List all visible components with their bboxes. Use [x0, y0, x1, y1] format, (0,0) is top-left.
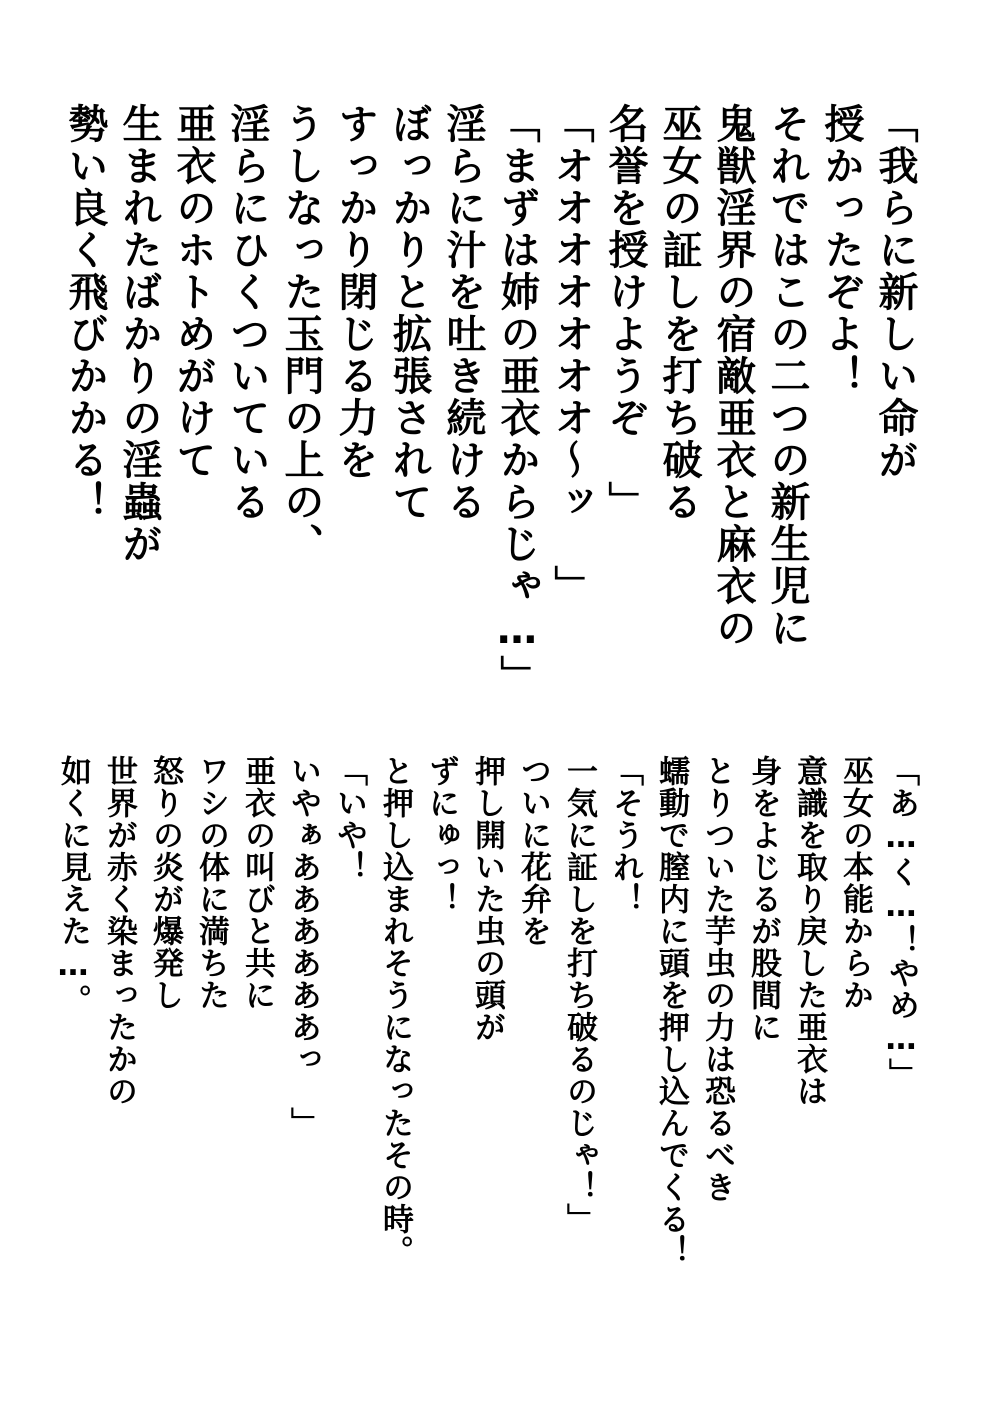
text-line: 生まれたばかりの淫蟲が [116, 103, 162, 565]
text-line: 淫らにひくついている [224, 103, 270, 523]
text-line: 巫女の証しを打ち破る [656, 103, 702, 523]
text-line: 「いや！ [331, 755, 367, 883]
text-line: 一気に証しを打ち破るのじゃ！」 [561, 755, 597, 1235]
text-line: ずにゅっ！ [423, 755, 459, 915]
text-line: 授かったぞよ！ [818, 103, 864, 397]
text-line: ぼっかりと拡張されて [386, 103, 432, 523]
text-line: 意識を取り戻した亜衣は [791, 755, 827, 1107]
lower-text-block [55, 755, 924, 1275]
text-line: 亜衣の叫びと共に [239, 755, 275, 1011]
text-line: 「我らに新しい命が [872, 103, 918, 481]
text-line: 蠕動で膣内に頭を押し込んでくる！ [653, 755, 689, 1267]
text-line: 淫らに汁を吐き続ける [440, 103, 486, 523]
text-line: 怒りの炎が爆発し [147, 755, 183, 1011]
text-line: いやぁああああああっ 」 [285, 755, 321, 1139]
text-line: 「まずは姉の亜衣からじゃ…」 [494, 103, 540, 697]
text-line: 「オオオオオオオ～ッ 」 [548, 103, 594, 607]
text-line: 鬼獣淫界の宿敵亜衣と麻衣の [710, 103, 756, 649]
text-line: すっかり閉じる力を [332, 103, 378, 481]
text-line: 名誉を授けようぞ 」 [602, 103, 648, 523]
text-line: と押し込まれそうになったその時。 [377, 755, 413, 1267]
text-line: 巫女の本能からか [837, 755, 873, 1011]
text-line: ワシの体に満ちた [193, 755, 229, 1011]
text-line: 身をよじるが股間に [745, 755, 781, 1043]
text-line: 「そうれ！ [607, 755, 643, 915]
text-line: 世界が赤く染まったかの [101, 755, 137, 1107]
upper-text-block [62, 103, 922, 697]
text-line: 亜衣のホトめがけて [170, 103, 216, 481]
text-line: 如くに見えた…。 [55, 755, 91, 1016]
text-line: 「あ…く…！やめ…」 [883, 755, 919, 1090]
text-line: 勢い良く飛びかかる！ [62, 103, 108, 523]
text-line: うしなった玉門の上の、 [278, 103, 324, 565]
text-line: ついに花弁を [515, 755, 551, 947]
text-line: 押し開いた虫の頭が [469, 755, 505, 1043]
text-line: それではこの二つの新生児に [764, 103, 810, 649]
text-line: とりついた芋虫の力は恐るべき [699, 755, 735, 1203]
